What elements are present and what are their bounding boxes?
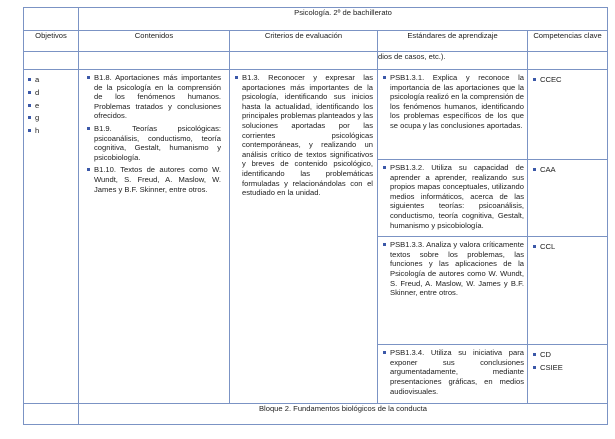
title-spacer xyxy=(24,8,79,31)
competencias-cell xyxy=(528,237,608,345)
header-estandares: Estándares de aprendizaje xyxy=(378,31,528,52)
contenidos-cell xyxy=(79,70,230,404)
criterio-item: B1.3. Reconocer y expresar las aportaciones más importantes de la psicología, identificando sus inicios hasta la actualidad, identificando los principales problemas planteados y las soluciones aportadas por las corrientes psicológicas contemporáneas, y realizando un análisis crítico de textos significativos y breves de contenido psicológico, identificando las problemáticas formuladas y relacionándolas con el estudiado en la unidad. xyxy=(233,73,373,198)
estandar-cell xyxy=(378,160,528,237)
estandar-cell xyxy=(378,70,528,160)
contenido-item: B1.9. Teorías psicológicas: psicoanálisis, conductismo, teoría cognitiva, Gestalt, humanismo y psicobiología. xyxy=(85,124,221,162)
estandar-cell xyxy=(378,345,528,404)
competencia-item: CCEC xyxy=(531,75,604,85)
competencia-item: CCL xyxy=(531,242,604,252)
competencias-cell xyxy=(528,345,608,404)
objetivos-cell xyxy=(24,70,79,404)
competencia-item: CAA xyxy=(531,165,604,175)
competencia-item: CD xyxy=(531,350,604,360)
contenido-item: B1.10. Textos de autores como W. Wundt, S. Freud, A. Maslow, W. James y B.F. Skinner, entre otros. xyxy=(85,165,221,194)
estandar-cell xyxy=(378,237,528,345)
block-footer: Bloque 2. Fundamentos biológicos de la conducta xyxy=(79,404,608,425)
objetivo-item: g xyxy=(26,113,74,123)
objetivo-item: d xyxy=(26,88,74,98)
objetivo-item: e xyxy=(26,101,74,111)
header-criterios: Criterios de evaluación xyxy=(230,31,378,52)
header-objetivos: Objetivos xyxy=(24,31,79,52)
header-contenidos: Contenidos xyxy=(79,31,230,52)
curriculum-table xyxy=(23,7,608,425)
continuation-text: dios de casos, etc.). xyxy=(378,52,528,70)
competencia-item: CSIEE xyxy=(531,363,604,373)
estandar-item: PSB1.3.1. Explica y reconoce la importancia de las aportaciones que la psicología realizó en la comprensión de los fenómenos humanos, identificando los problemas específicos de los que se ocupa y las conclusiones aportadas. xyxy=(381,73,524,131)
contenido-item: B1.8. Aportaciones más importantes de la psicología en la comprensión de los fenómenos humanos. Problemas tratados y conclusiones ofrecidos. xyxy=(85,73,221,121)
objetivo-item: h xyxy=(26,126,74,136)
competencias-cell xyxy=(528,70,608,160)
estandar-item: PSB1.3.4. Utiliza su iniciativa para exponer sus conclusiones argumentadamente, mediante presentaciones gráficas, en medios audiovisuales. xyxy=(381,348,524,396)
header-competencias: Competencias clave xyxy=(528,31,608,52)
estandar-item: PSB1.3.2. Utiliza su capacidad de aprender a aprender, realizando sus propios mapas conceptuales, utilizando medios informáticos, acerca de las siguientes teorías: psicoanálisis, conductismo, teoría cognitiva, Gestalt, humanismo y psicobiología. xyxy=(381,163,524,230)
estandar-item: PSB1.3.3. Analiza y valora críticamente textos sobre los problemas, las funciones y las aplicaciones de la Psicología de autores como W. Wundt, S. Freud, A. Maslow, W. James y B.F. Skinner, entre otros. xyxy=(381,240,524,298)
competencias-cell xyxy=(528,160,608,237)
criterios-cell xyxy=(230,70,378,404)
objetivo-item: a xyxy=(26,75,74,85)
table-title: Psicología. 2º de bachillerato xyxy=(79,8,608,31)
